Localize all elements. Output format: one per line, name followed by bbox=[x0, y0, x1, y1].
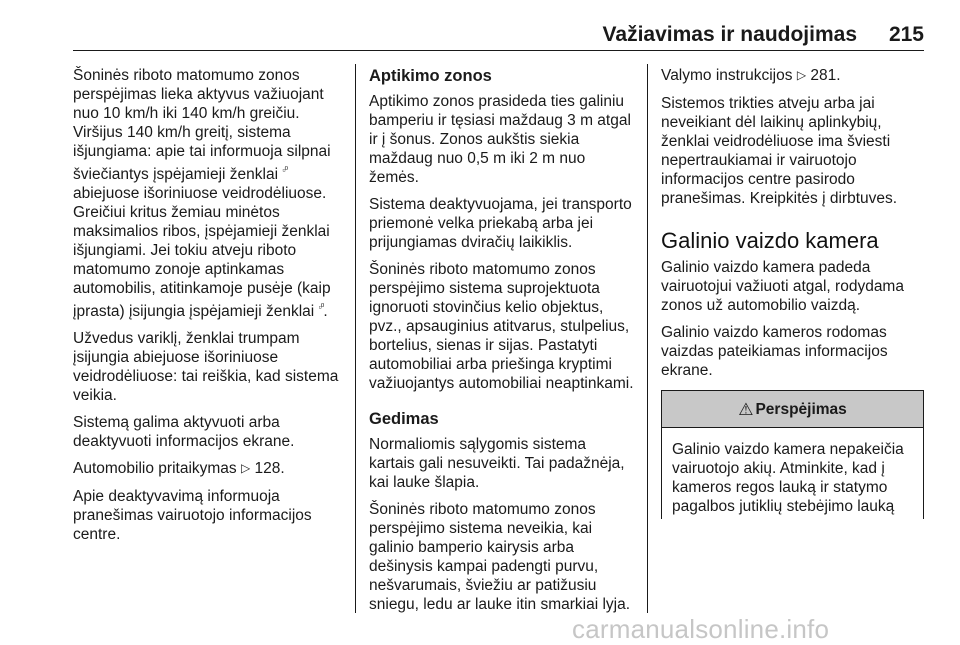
column-3 bbox=[661, 66, 924, 519]
column-1 bbox=[73, 66, 345, 552]
header-title: Važiavimas ir naudojimas bbox=[602, 23, 857, 46]
page-reference-arrow-icon: ▷ bbox=[796, 68, 807, 82]
paragraph: Sistema deaktyvuojama, jei transporto priemonė velka priekabą arba jei prijungiamas dviračių laikiklis. bbox=[369, 196, 632, 251]
mirror-warning-icon: ▫⁰ bbox=[318, 302, 324, 313]
warning-box bbox=[661, 390, 924, 519]
paragraph: Galinio vaizdo kameros rodomas vaizdas pateikiamas informacijos ekrane. bbox=[661, 324, 888, 379]
paragraph: Sistemą galima aktyvuoti arba deaktyvuoti informacijos ekrane. bbox=[73, 414, 295, 451]
watermark: carmanualsonline.info bbox=[572, 614, 830, 644]
page-number: 215 bbox=[888, 23, 924, 46]
paragraph: Užvedus variklį, ženklai trumpam įsijungia abiejuose išoriniuose veidrodėliuose: tai reiškia, kad sistema veikia. bbox=[73, 330, 339, 405]
column-divider-1 bbox=[355, 64, 356, 613]
section-heading: Aptikimo zonos bbox=[369, 67, 492, 85]
warning-header bbox=[662, 391, 923, 428]
paragraph bbox=[661, 66, 924, 86]
warning-title: Perspėjimas bbox=[755, 400, 847, 418]
column-divider-2 bbox=[647, 64, 648, 613]
paragraph-text: . bbox=[323, 303, 328, 321]
page-header bbox=[0, 0, 960, 50]
paragraph: Apie deaktyvavimą informuoja pranešimas vairuotojo informacijos centre. bbox=[73, 488, 312, 544]
header-divider bbox=[73, 50, 924, 51]
section-heading: Gedimas bbox=[369, 410, 439, 428]
page-reference-arrow-icon: ▷ bbox=[241, 461, 251, 476]
paragraph: Normaliomis sąlygomis sistema kartais gali nesuveikti. Tai padažnėja, kai lauke šlapia. bbox=[369, 436, 625, 491]
paragraph: Šoninės riboto matomumo zonos perspėjimo sistema neveikia, kai galinio bamperio kairysis arba dešinysis kampai padengti purvu, nešvarumais, šviežiu ar patižusiu sniegu, ledu ar lauke itin smarkiai lyja. bbox=[369, 501, 631, 613]
paragraph-text: abiejuose išoriniuose veidrodėliuose. Greičiui kritus žemiau minėtos maksimalios ribos, įspėjamieji ženklai išjungiami. Jei tokiu atveju riboto matomumo zonoje aptinkamas automobilis, atitinkamoje pusėje (kaip įprasta) įsijungia įspėjamieji ženklai bbox=[73, 185, 331, 321]
paragraph bbox=[73, 66, 345, 321]
mirror-warning-icon: ▫⁰ bbox=[282, 165, 288, 175]
warning-triangle-icon: ⚠ bbox=[738, 399, 754, 419]
warning-text: Galinio vaizdo kamera nepakeičia vairuotojo akių. Atminkite, kad į kameros regos lauką ir statymo pagalbos jutiklių stebėjimo lauką bbox=[672, 441, 904, 515]
paragraph bbox=[73, 459, 345, 479]
paragraph-text: Šoninės riboto matomumo zonos perspėjimas lieka aktyvus važiuojant nuo 10 km/h iki 140 km/h greičiu. Viršijus 140 km/h greitį, sistema išjungiama: apie tai informuoja silpnai šviečiantys įspėjamieji ženklai bbox=[73, 67, 331, 184]
page-reference-link[interactable]: 281. bbox=[810, 67, 841, 84]
column-2 bbox=[369, 66, 634, 622]
page-reference-link[interactable]: 128. bbox=[254, 460, 285, 478]
paragraph: Galinio vaizdo kamera padeda vairuotojui važiuoti atgal, rodydama zonos už automobilio vaizdą. bbox=[661, 259, 904, 314]
paragraph: Šoninės riboto matomumo zonos perspėjimo sistema suprojektuota ignoruoti stovinčius kelio objektus, pvz., apsauginius atitvarus, stulpelius, bortelius, sienas ir sijas. Pastatyti automobiliai arba priešinga kryptimi važiuojantys automobiliai neaptinkami. bbox=[369, 261, 634, 392]
chapter-heading: Galinio vaizdo kamera bbox=[661, 228, 879, 253]
paragraph: Aptikimo zonos prasideda ties galiniu bamperiu ir tęsiasi maždaug 3 m atgal ir į šonus. Zonos aukštis siekia maždaug nuo 0,5 m iki 2 m nuo žemės. bbox=[369, 93, 631, 186]
reference-text: Valymo instrukcijos bbox=[661, 67, 793, 84]
paragraph: Sistemos trikties atveju arba jai neveikiant dėl laikinų aplinkybių, ženklai veidrodėliuose ima šviesti nepertraukiamai ir vairuotojo informacijos centre pasirodo pranešimas. Kreipkitės į dirbtuves. bbox=[661, 95, 898, 207]
reference-text: Automobilio pritaikymas bbox=[73, 460, 237, 478]
